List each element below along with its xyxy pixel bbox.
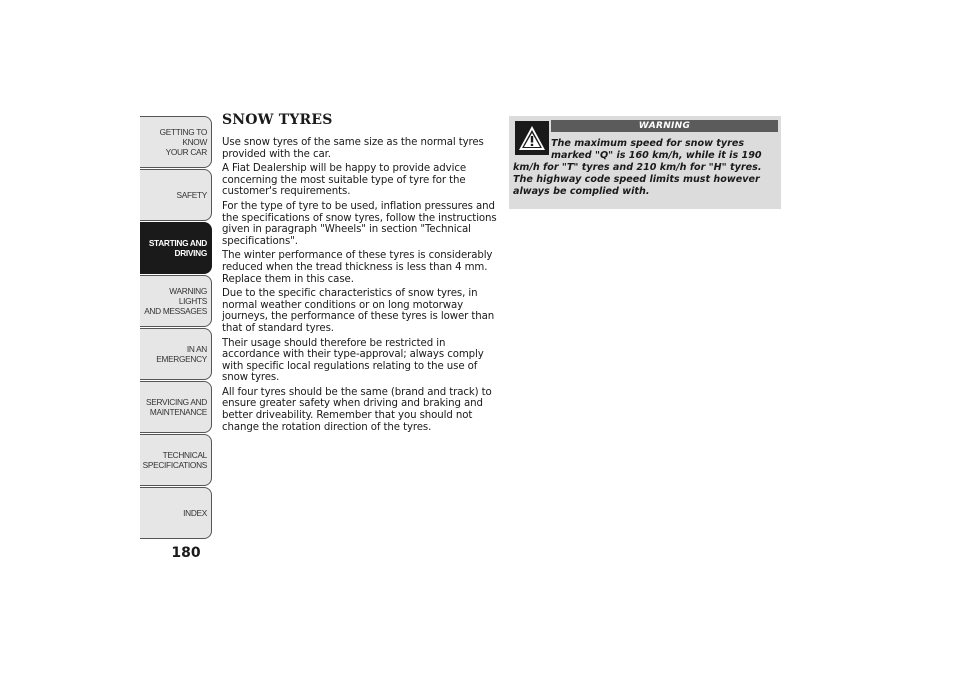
paragraph: The winter performance of these tyres is considerably reduced when the tread thickness is less than 4 mm. Replace them in this case. [222,250,493,285]
tab-label: GETTING TO KNOW YOUR CAR [159,127,207,157]
warning-box [509,116,781,209]
page-number: 180 [171,545,201,561]
paragraph: A Fiat Dealership will be happy to provide advice concerning the most suitable type of tyre for the customer's requirements. [222,163,467,198]
paragraph: Due to the specific characteristics of snow tyres, in normal weather conditions or on long motorway journeys, the performance of these tyres is lower than that of standard tyres. [222,288,495,334]
tab-warning-lights[interactable] [140,275,212,327]
tab-label: TECHNICAL SPECIFICATIONS [142,450,207,470]
tab-label: STARTING AND DRIVING [148,238,207,258]
tab-index[interactable] [140,487,212,539]
tab-in-an-emergency[interactable] [140,328,212,380]
tab-label: WARNING LIGHTS AND MESSAGES [144,286,207,316]
warning-label: WARNING [551,120,778,132]
paragraph: Use snow tyres of the same size as the normal tyres provided with the car. [222,137,484,160]
tab-safety[interactable] [140,169,212,221]
paragraph: Their usage should therefore be restricted in accordance with their type-approval; always comply with specific local regulations relating to the use of snow tyres. [222,337,484,384]
tab-label: SAFETY [176,190,207,200]
chapter-tabs [140,116,212,540]
paragraph: For the type of tyre to be used, inflation pressures and the specifications of snow tyres, follow the instructions given in paragraph "Wheels" in section "Technical specifications". [222,200,497,247]
tab-getting-to-know[interactable] [140,116,212,168]
warning-text [513,138,775,198]
warning-message: The maximum speed for snow tyres marked "Q" is 160 km/h, while it is 190 km/h for "T" tyres and 210 km/h for "H" tyres. The highway code speed limits must however always be complied with. [513,138,762,197]
tab-technical-specifications[interactable] [140,434,212,486]
paragraph: All four tyres should be the same (brand and track) to ensure greater safety when driving and braking and better driveability. Remember that you should not change the rotation direction of the tyres. [222,386,492,433]
icon-spacer [513,138,551,162]
section-title: SNOW TYRES [222,112,333,128]
main-content [222,112,500,436]
tab-servicing[interactable] [140,381,212,433]
tab-label: INDEX [183,508,207,518]
tab-label: IN AN EMERGENCY [156,344,207,364]
tab-label: SERVICING AND MAINTENANCE [146,397,207,417]
tab-starting-and-driving[interactable] [140,222,212,274]
